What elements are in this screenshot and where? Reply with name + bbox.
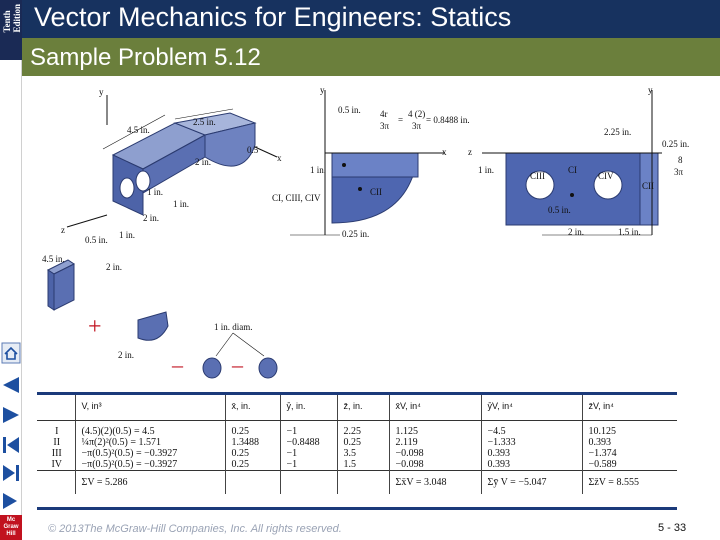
cell-part: II <box>53 436 61 448</box>
cell-xbarv: −0.098 <box>389 459 481 471</box>
dim-2-5-in: 2.5 in. <box>193 117 216 127</box>
dim-2-in: 2 in. <box>568 227 585 237</box>
col-zbarv: z̄V, in⁴ <box>582 395 677 420</box>
subtitle-bar <box>22 38 720 76</box>
title-bar <box>22 0 720 38</box>
total-xbarv: Σx̄V = 3.048 <box>389 470 481 494</box>
centroid-data-table <box>37 395 677 494</box>
axis-z-label: z <box>468 147 472 157</box>
cell-xbar: 0.25 <box>225 420 280 437</box>
navigation-sidebar <box>0 0 22 540</box>
cell-volume: −π(0.5)²(0.5) = −0.3927 <box>75 459 225 471</box>
plan-view-figure <box>462 85 692 245</box>
cell-ybarv: 0.393 <box>481 459 582 471</box>
component-parts-drawing <box>38 248 298 383</box>
total-ybarv: Σȳ V = −5.047 <box>481 470 582 494</box>
minus-sign-1: – <box>172 352 183 377</box>
page-number: 5 - 33 <box>658 522 687 534</box>
cell-zbar: 3.5 <box>337 448 389 459</box>
total-ybar <box>280 470 337 494</box>
dim-0-25-in: 0.25 in. <box>662 139 690 149</box>
exit-icon[interactable] <box>1 490 21 512</box>
dim-1-in-a: 1 in. <box>147 187 164 197</box>
first-slide-icon[interactable] <box>1 374 21 396</box>
cell-zbar: 2.25 <box>337 420 389 437</box>
bracket-isometric-drawing <box>55 85 285 245</box>
part-dim-4-5-in: 4.5 in. <box>42 254 65 264</box>
dim-1-in: 1 in. <box>478 165 495 175</box>
axis-y-label: y <box>320 85 325 95</box>
total-part <box>37 470 75 494</box>
cell-ybar: −1 <box>280 459 337 471</box>
total-zbar <box>337 470 389 494</box>
plan-view-drawing <box>462 85 692 245</box>
home-icon[interactable] <box>1 342 21 364</box>
cell-xbarv: −0.098 <box>389 448 481 459</box>
logo-text: Mc Graw Hill <box>3 517 19 537</box>
cell-ybarv: −4.5 <box>481 420 582 437</box>
part-dim-2-in: 2 in. <box>106 262 123 272</box>
cell-xbar: 0.25 <box>225 448 280 459</box>
centroid-group-label: CI, CIII, CIV <box>272 193 321 203</box>
centroid-ciii-label: CIII <box>530 171 545 181</box>
centroid-formula-num: 4r <box>380 109 388 119</box>
total-zbarv: Σz̄V = 8.555 <box>582 470 677 494</box>
axis-x-label: x <box>442 147 447 157</box>
hole-diameter-label: 1 in. diam. <box>214 322 253 332</box>
col-zbar: z̄, in. <box>337 395 389 420</box>
component-parts-figure <box>38 248 298 383</box>
table-row <box>37 437 677 448</box>
last-slide-icon[interactable] <box>1 462 21 484</box>
dim-1-in: 1 in. <box>310 165 327 175</box>
dim-1-in-c: 1 in. <box>119 230 136 240</box>
copyright-notice: © 2013The McGraw-Hill Companies, Inc. All rights reserved. <box>48 523 342 535</box>
part-dim-2-in-b: 2 in. <box>118 350 135 360</box>
cell-zbarv: −0.589 <box>582 459 677 471</box>
centroid-cii-label: CII <box>642 181 654 191</box>
axis-y-label: y <box>99 87 104 97</box>
table-row <box>37 420 677 437</box>
cell-ybar: −1 <box>280 448 337 459</box>
cell-zbarv: 0.393 <box>582 437 677 448</box>
table-totals-row <box>37 470 677 494</box>
centroid-formula-den-2: 3π <box>412 121 422 131</box>
col-ybar: ȳ, in. <box>280 395 337 420</box>
col-volume: V, in³ <box>75 395 225 420</box>
minus-sign-2: – <box>232 352 243 377</box>
edition-text: Tenth Edition <box>2 4 22 33</box>
plus-sign: + <box>88 314 102 340</box>
fraction-8: 8 <box>678 155 683 165</box>
dim-1-in-b: 1 in. <box>173 199 190 209</box>
centroid-ci-label: CI <box>568 165 577 175</box>
cell-xbarv: 2.119 <box>389 437 481 448</box>
axis-z-label: z <box>61 225 65 235</box>
col-xbarv: x̄V, in⁴ <box>389 395 481 420</box>
table-row <box>37 448 677 459</box>
cell-volume: ¼π(2)²(0.5) = 1.571 <box>75 437 225 448</box>
col-part <box>37 395 75 420</box>
centroid-result: = 0.8488 in. <box>426 115 470 125</box>
table-header-row <box>37 395 677 420</box>
table-row <box>37 459 677 471</box>
cell-xbar: 0.25 <box>225 459 280 471</box>
centroid-formula-num-2: 4 (2) <box>408 109 426 119</box>
cell-xbarv: 1.125 <box>389 420 481 437</box>
cell-ybar: −0.8488 <box>280 437 337 448</box>
bracket-isometric-figure <box>55 85 285 245</box>
cell-ybar: −1 <box>280 420 337 437</box>
dim-2-in-b: 2 in. <box>143 213 160 223</box>
cell-zbar: 0.25 <box>337 437 389 448</box>
dim-4-5-in: 4.5 in. <box>127 125 150 135</box>
cell-volume: −π(0.5)²(0.5) = −0.3927 <box>75 448 225 459</box>
dim-0-5-in: 0.5 in. <box>85 235 108 245</box>
dim-2-25-in: 2.25 in. <box>604 127 632 137</box>
cell-zbarv: −1.374 <box>582 448 677 459</box>
page-subtitle: Sample Problem 5.12 <box>30 44 261 71</box>
cell-ybarv: −1.333 <box>481 437 582 448</box>
cell-ybarv: 0.393 <box>481 448 582 459</box>
cell-xbar: 1.3488 <box>225 437 280 448</box>
previous-icon[interactable] <box>1 404 21 426</box>
dim-0-5-in: 0.5 in. <box>338 105 361 115</box>
centroid-formula-den: 3π <box>380 121 390 131</box>
cell-zbar: 1.5 <box>337 459 389 471</box>
fraction-3pi: 3π <box>674 167 684 177</box>
centroid-civ-label: CIV <box>598 171 614 181</box>
total-volume: ΣV = 5.286 <box>75 470 225 494</box>
cell-part: I <box>55 425 59 437</box>
equals-sign: = <box>398 115 404 125</box>
axis-x-label: x <box>277 153 282 163</box>
centroid-cii-label: CII <box>370 187 382 197</box>
centroid-table <box>37 392 677 510</box>
publisher-logo <box>0 515 22 540</box>
cell-part: IV <box>51 458 63 470</box>
col-ybarv: ȳV, in⁴ <box>481 395 582 420</box>
dim-0-25-in: 0.25 in. <box>342 229 370 239</box>
axis-y-label: y <box>648 85 653 95</box>
total-xbar <box>225 470 280 494</box>
dim-0-5-in: 0.5 in. <box>548 205 571 215</box>
dim-2-in: 2 in. <box>195 157 212 167</box>
cell-zbarv: 10.125 <box>582 420 677 437</box>
page-title: Vector Mechanics for Engineers: Statics <box>34 2 512 32</box>
col-xbar: x̄, in. <box>225 395 280 420</box>
cell-volume: (4.5)(2)(0.5) = 4.5 <box>75 420 225 437</box>
dim-1-5-in: 1.5 in. <box>618 227 641 237</box>
cell-part: III <box>51 447 62 459</box>
next-icon[interactable] <box>1 434 21 456</box>
edition-badge <box>0 0 22 60</box>
dim-0-5: 0.5 <box>247 145 259 155</box>
